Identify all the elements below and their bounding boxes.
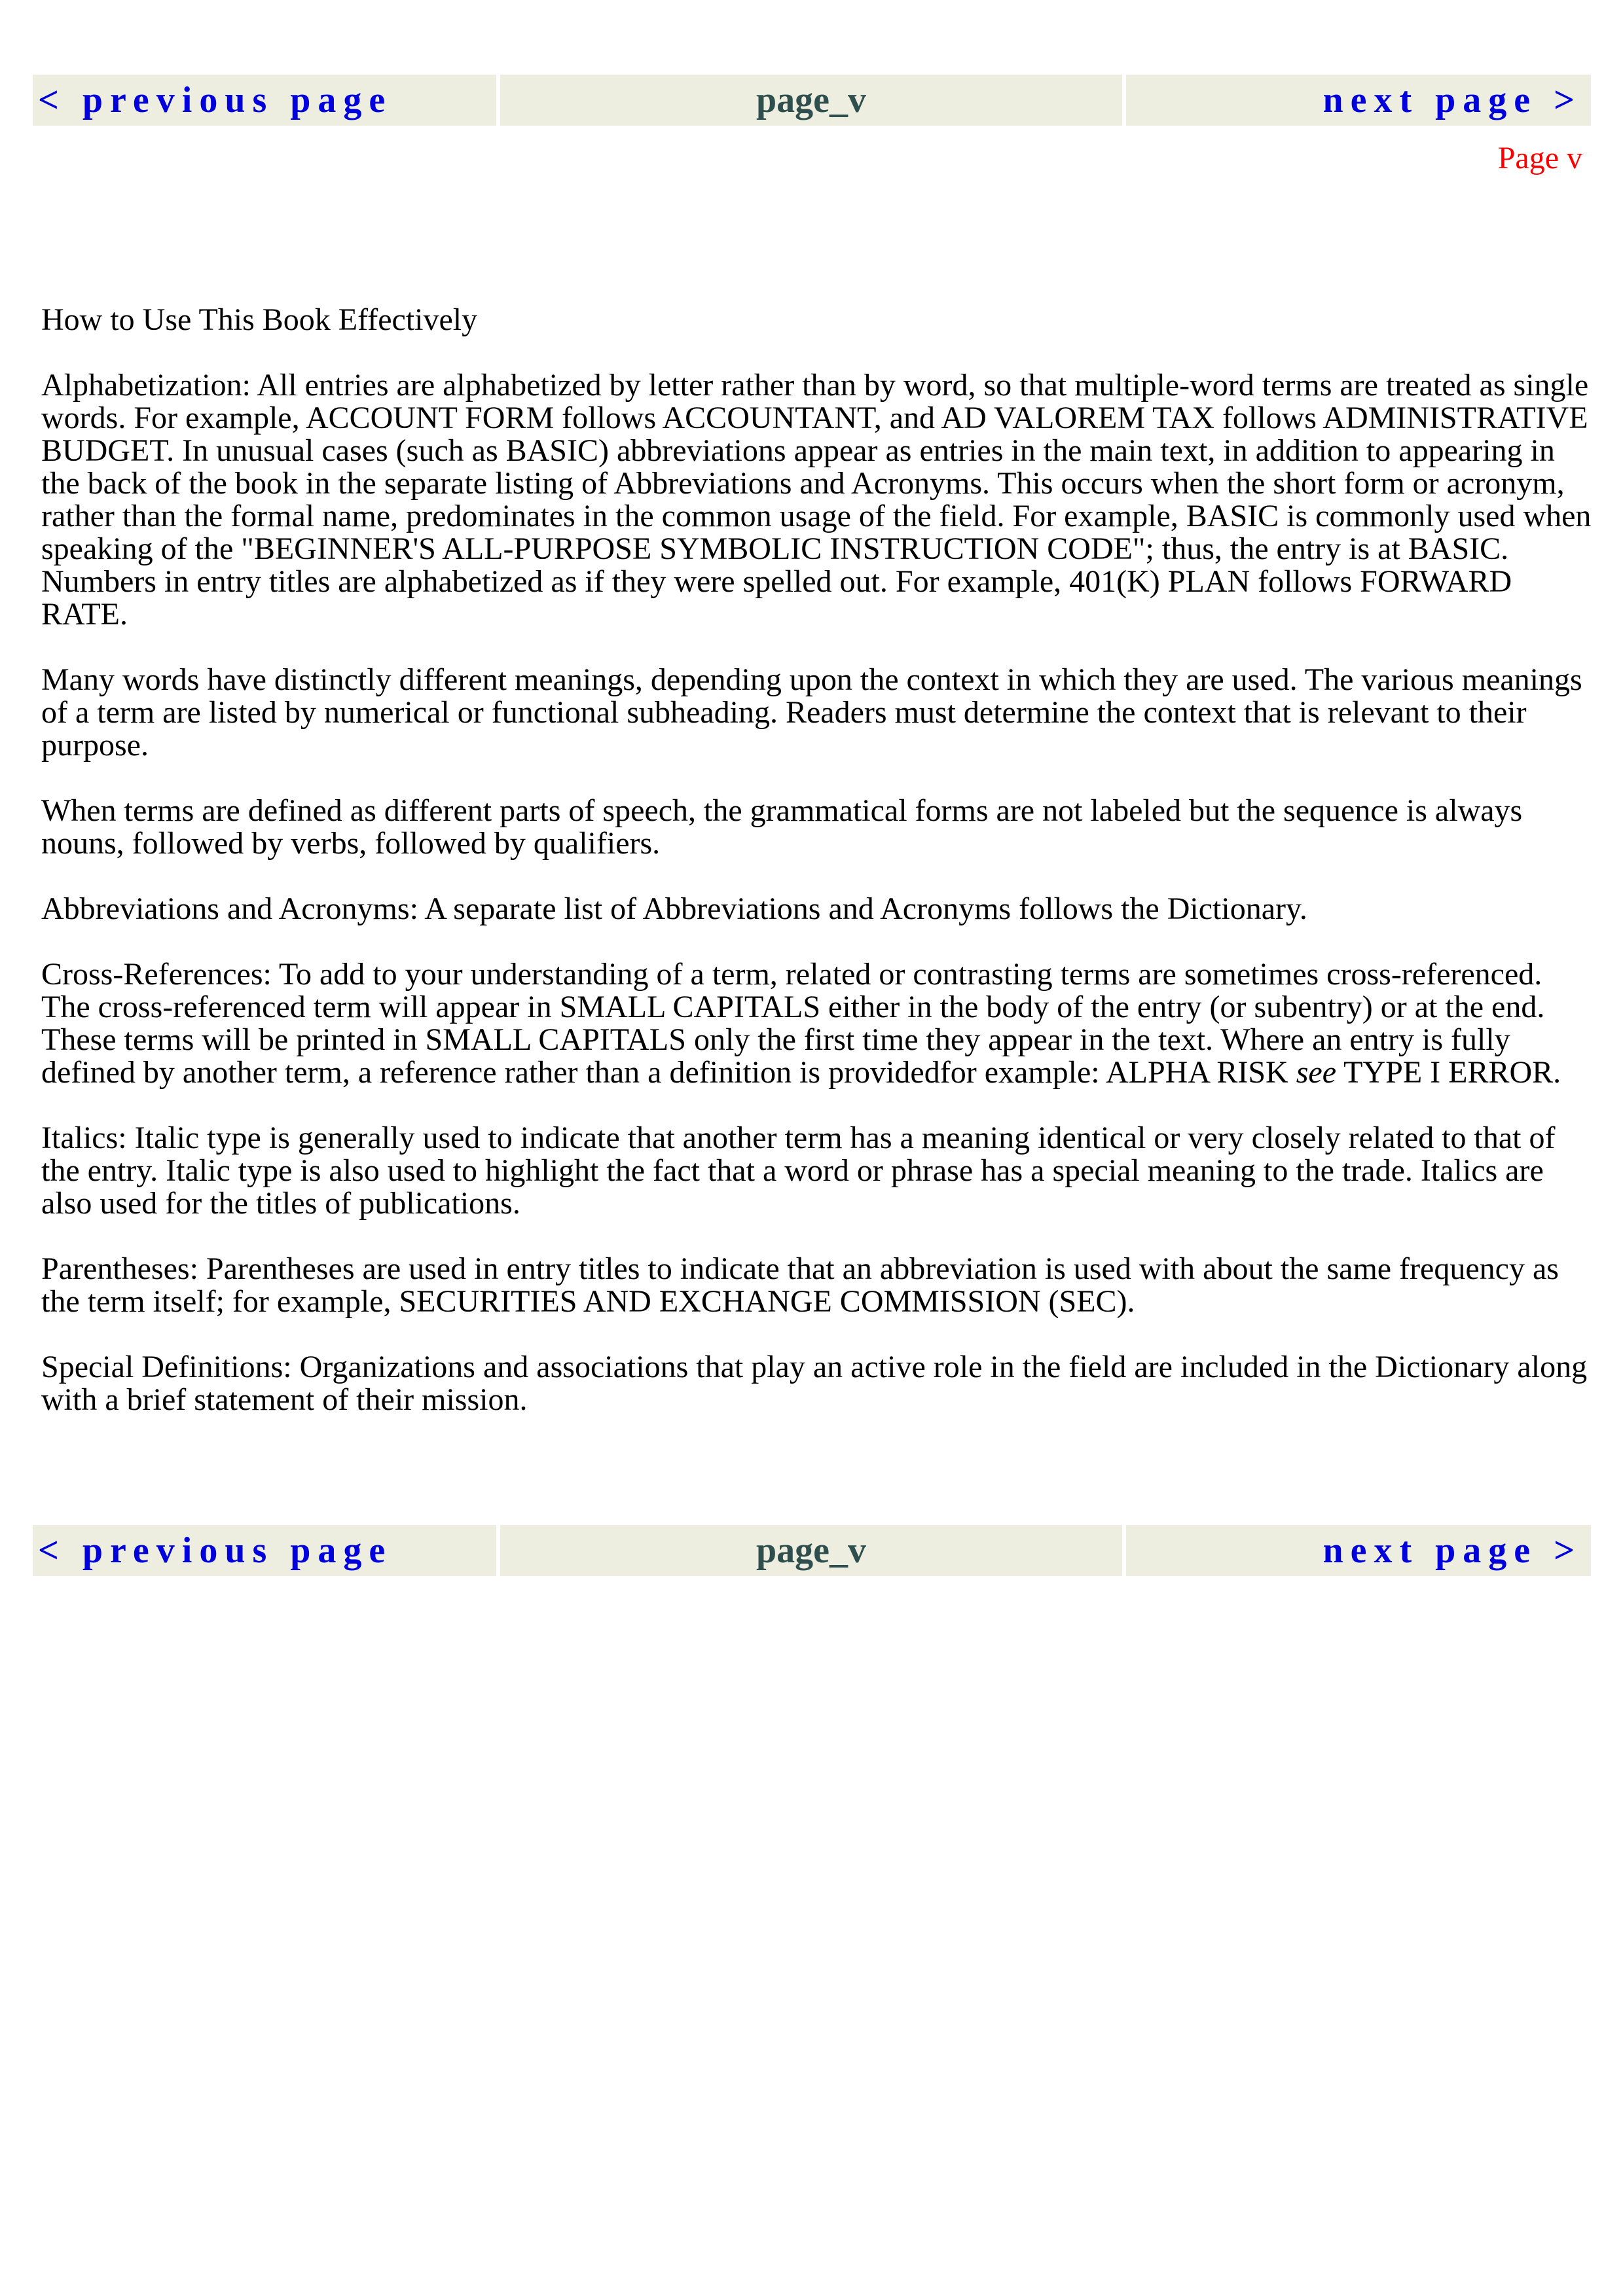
paragraph-special-definitions: Special Definitions: Organizations and associations that play an active role in the field are included in the Dictionary along with a brief statement of their mission. xyxy=(41,1350,1588,1417)
previous-page-link[interactable]: < previous page xyxy=(33,75,496,126)
paragraph-cross-references xyxy=(41,958,1593,1089)
bottom-navigation-bar xyxy=(33,1525,1591,1576)
section-title: How to Use This Book Effectively xyxy=(41,302,478,337)
see-italic: see xyxy=(1296,1055,1336,1090)
cross-references-text: Cross-References: To add to your understanding of a term, related or contrasting terms are sometimes cross-referenced. The cross-referenced term will appear in SMALL CAPITALS either in the body of the entry (or subentry) or at the end. These terms will be printed in SMALL CAPITALS only the first time they appear in the text. Where an entry is fully defined by another term, a reference rather than a definition is providedfor example: ALPHA RISK xyxy=(41,957,1545,1090)
next-page-link[interactable]: next page > xyxy=(1126,75,1591,126)
page-id-label: page_v xyxy=(500,75,1122,126)
page-number-label: Page v xyxy=(1497,141,1582,175)
top-navigation-bar xyxy=(33,75,1591,126)
previous-page-link-bottom[interactable]: < previous page xyxy=(33,1525,496,1576)
page-id-label-bottom: page_v xyxy=(500,1525,1122,1576)
paragraph-alphabetization: Alphabetization: All entries are alphabetized by letter rather than by word, so that multiple-word terms are treated as single words. For example, ACCOUNT FORM follows ACCOUNTANT, and AD VALOREM TAX follows ADMINISTRATIVE BUDGET. In unusual cases (such as BASIC) abbreviations appear as entries in the main text, in addition to appearing in the back of the book in the separate listing of Abbreviations and Acronyms. This occurs when the short form or acronym, rather than the formal name, predominates in the common usage of the field. For example, BASIC is commonly used when speaking of the "BEGINNER'S ALL-PURPOSE SYMBOLIC INSTRUCTION CODE"; thus, the entry is at BASIC. Numbers in entry titles are alphabetized as if they were spelled out. For example, 401(K) PLAN follows FORWARD RATE. xyxy=(41,368,1592,632)
paragraph-italics: Italics: Italic type is generally used to indicate that another term has a meaning identical or very closely related to that of the entry. Italic type is also used to highlight the fact that a word or phrase has a special meaning to the trade. Italics are also used for the titles of publications. xyxy=(41,1121,1556,1221)
paragraph-meanings: Many words have distinctly different meanings, depending upon the context in which they are used. The various meanings of a term are listed by numerical or functional subheading. Readers must determine the context that is relevant to their purpose. xyxy=(41,662,1582,762)
paragraph-parentheses: Parentheses: Parentheses are used in entry titles to indicate that an abbreviation is used with about the same frequency as the term itself; for example, SECURITIES AND EXCHANGE COMMISSION (SEC). xyxy=(41,1251,1559,1319)
paragraph-parts-of-speech: When terms are defined as different parts of speech, the grammatical forms are not labeled but the sequence is always nouns, followed by verbs, followed by qualifiers. xyxy=(41,793,1523,861)
next-page-link-bottom[interactable]: next page > xyxy=(1126,1525,1591,1576)
cross-references-end: TYPE I ERROR. xyxy=(1343,1055,1561,1090)
document-body xyxy=(41,304,1593,1449)
paragraph-abbreviations: Abbreviations and Acronyms: A separate list of Abbreviations and Acronyms follows the Dictionary. xyxy=(41,891,1307,926)
